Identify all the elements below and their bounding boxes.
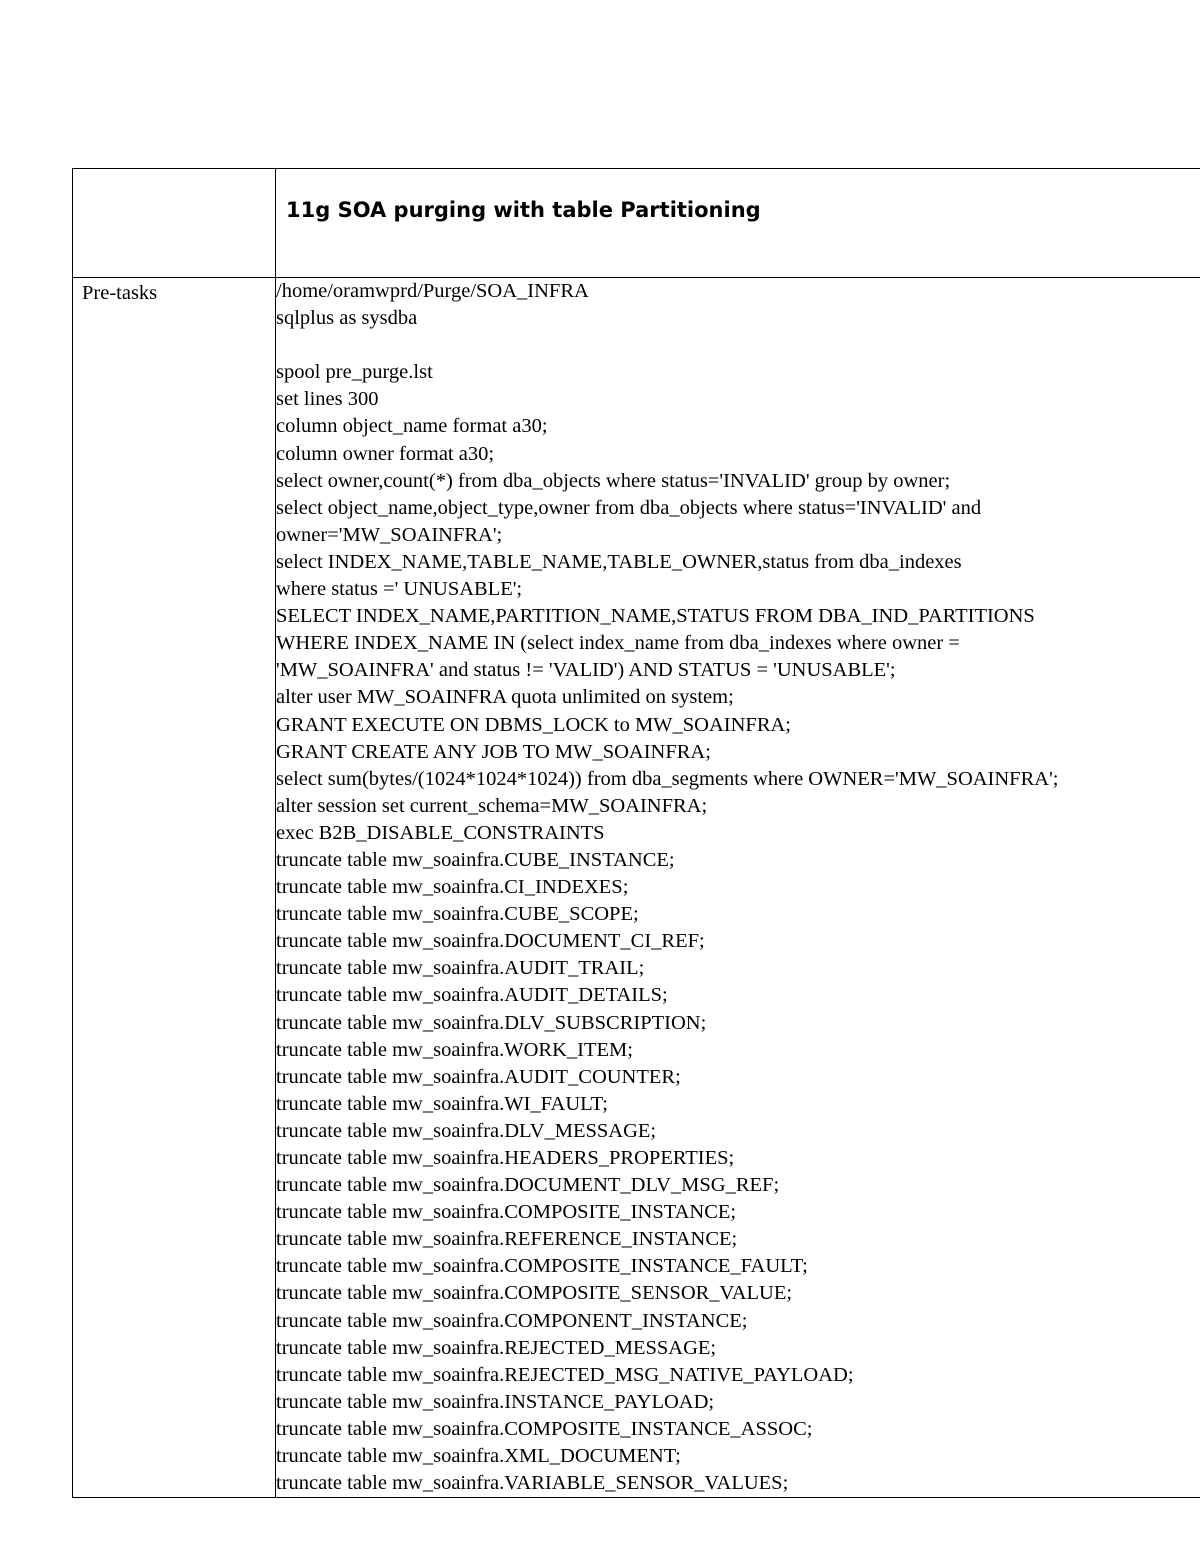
- section-body-cell: [276, 278, 1200, 1498]
- script-line: alter user MW_SOAINFRA quota unlimited on system;: [276, 686, 734, 709]
- header-label-cell: [73, 169, 276, 278]
- script-line: spool pre_purge.lst: [276, 361, 433, 384]
- script-line: 'MW_SOAINFRA' and status != 'VALID') AND STATUS = 'UNUSABLE';: [276, 659, 896, 682]
- header-title-cell: [276, 169, 1200, 278]
- script-line: truncate table mw_soainfra.AUDIT_TRAIL;: [276, 957, 645, 980]
- script-line: truncate table mw_soainfra.WORK_ITEM;: [276, 1038, 633, 1061]
- script-line: truncate table mw_soainfra.DLV_MESSAGE;: [276, 1119, 657, 1142]
- script-line: truncate table mw_soainfra.REJECTED_MSG_NATIVE_PAYLOAD;: [276, 1363, 854, 1386]
- script-line: truncate table mw_soainfra.DOCUMENT_DLV_MSG_REF;: [276, 1174, 780, 1197]
- section-label: Pre-tasks: [82, 282, 158, 304]
- script-line: truncate table mw_soainfra.DOCUMENT_CI_REF;: [276, 930, 705, 953]
- script-line: set lines 300: [276, 388, 379, 411]
- purge-steps-table: [72, 168, 1200, 1498]
- script-line: exec B2B_DISABLE_CONSTRAINTS: [276, 821, 605, 844]
- script-line: truncate table mw_soainfra.REJECTED_MESSAGE;: [276, 1336, 717, 1359]
- script-line: truncate table mw_soainfra.COMPOSITE_SENSOR_VALUE;: [276, 1282, 793, 1305]
- script-line: select INDEX_NAME,TABLE_NAME,TABLE_OWNER,status from dba_indexes: [276, 550, 962, 573]
- script-line: truncate table mw_soainfra.COMPOSITE_INSTANCE_FAULT;: [276, 1255, 808, 1278]
- script-line: column owner format a30;: [276, 442, 495, 465]
- script-line: select sum(bytes/(1024*1024*1024)) from dba_segments where OWNER='MW_SOAINFRA';: [276, 767, 1059, 790]
- script-line: truncate table mw_soainfra.COMPOSITE_INSTANCE_ASSOC;: [276, 1417, 813, 1440]
- script-line: truncate table mw_soainfra.CUBE_INSTANCE;: [276, 848, 675, 871]
- script-line: truncate table mw_soainfra.INSTANCE_PAYLOAD;: [276, 1390, 715, 1413]
- script-line: SELECT INDEX_NAME,PARTITION_NAME,STATUS FROM DBA_IND_PARTITIONS: [276, 605, 1035, 628]
- script-line: GRANT CREATE ANY JOB TO MW_SOAINFRA;: [276, 740, 711, 763]
- script-line: sqlplus as sysdba: [276, 307, 418, 330]
- script-line: select owner,count(*) from dba_objects where status='INVALID' group by owner;: [276, 469, 951, 492]
- script-line: column object_name format a30;: [276, 415, 548, 438]
- script-line: /home/oramwprd/Purge/SOA_INFRA: [276, 280, 589, 302]
- script-line: select object_name,object_type,owner from dba_objects where status='INVALID' and: [276, 496, 982, 519]
- script-line: truncate table mw_soainfra.DLV_SUBSCRIPTION;: [276, 1011, 707, 1034]
- section-label-cell: [73, 278, 276, 1498]
- script-line: alter session set current_schema=MW_SOAINFRA;: [276, 794, 708, 817]
- script-line: truncate table mw_soainfra.CUBE_SCOPE;: [276, 903, 639, 926]
- script-line: GRANT EXECUTE ON DBMS_LOCK to MW_SOAINFRA;: [276, 713, 791, 736]
- table-header-row: [73, 169, 1200, 278]
- script-line: truncate table mw_soainfra.CI_INDEXES;: [276, 876, 629, 899]
- script-line: truncate table mw_soainfra.AUDIT_COUNTER;: [276, 1065, 681, 1088]
- script-line: truncate table mw_soainfra.REFERENCE_INSTANCE;: [276, 1228, 738, 1251]
- script-line: truncate table mw_soainfra.COMPONENT_INSTANCE;: [276, 1309, 748, 1332]
- script-line: truncate table mw_soainfra.HEADERS_PROPERTIES;: [276, 1147, 735, 1169]
- script-line: truncate table mw_soainfra.COMPOSITE_INSTANCE;: [276, 1201, 737, 1224]
- script-line: truncate table mw_soainfra.WI_FAULT;: [276, 1092, 608, 1115]
- script-line: truncate table mw_soainfra.AUDIT_DETAILS;: [276, 984, 668, 1007]
- script-line: owner='MW_SOAINFRA';: [276, 523, 503, 546]
- table-row: [73, 278, 1200, 1498]
- document-title: 11g SOA purging with table Partitioning: [286, 198, 761, 222]
- script-line: where status =' UNUSABLE';: [276, 578, 523, 601]
- blank-line: [276, 332, 1200, 359]
- script-line: truncate table mw_soainfra.XML_DOCUMENT;: [276, 1445, 681, 1468]
- script-line: WHERE INDEX_NAME IN (select index_name from dba_indexes where owner =: [276, 632, 960, 655]
- script-line: truncate table mw_soainfra.VARIABLE_SENSOR_VALUES;: [276, 1472, 789, 1495]
